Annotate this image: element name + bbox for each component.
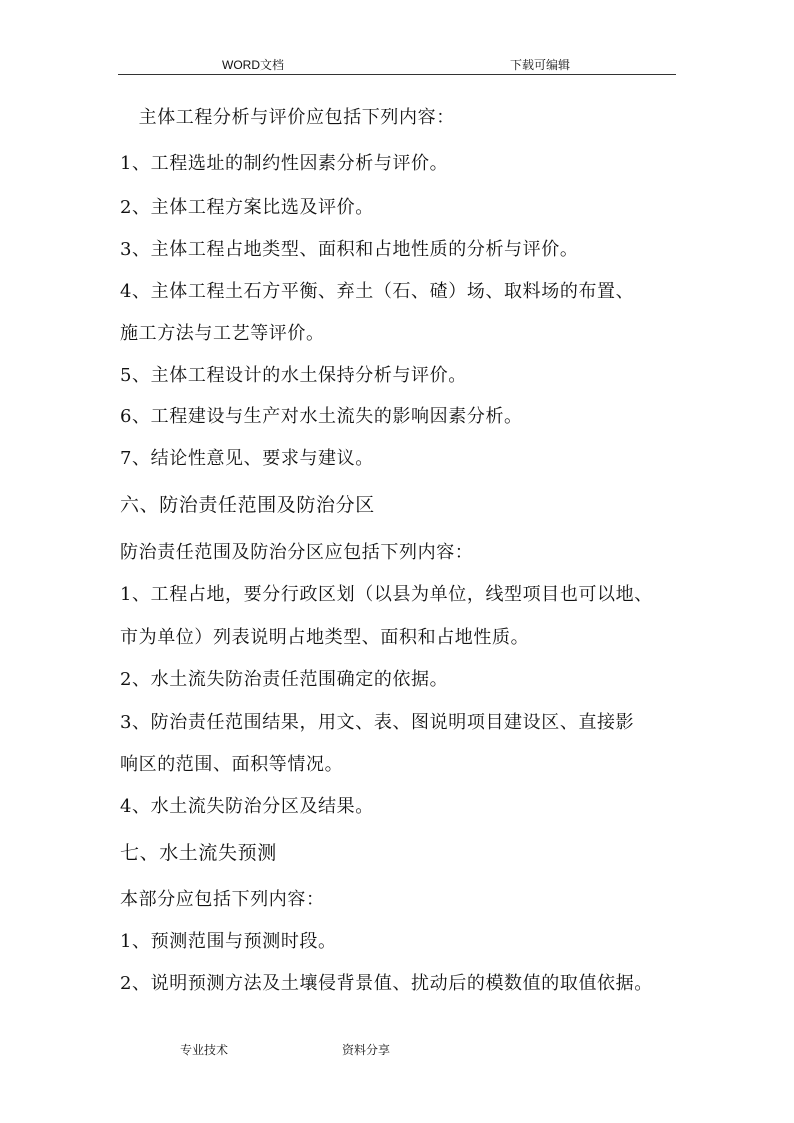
body-line: 7、结论性意见、要求与建议。 — [120, 448, 374, 469]
body-line: 1、工程选址的制约性因素分析与评价。 — [120, 153, 449, 174]
body-line: 6、工程建设与生产对水土流失的影响因素分析。 — [120, 406, 523, 427]
body-line: 4、水土流失防治分区及结果。 — [120, 796, 374, 817]
footer-left-text: 专业技术 — [180, 1043, 229, 1057]
body-line: 2、水土流失防治责任范围确定的依据。 — [120, 669, 449, 690]
body-line: 2、主体工程方案比选及评价。 — [120, 197, 374, 218]
body-line: 本部分应包括下列内容： — [120, 889, 325, 910]
page-header — [118, 54, 676, 75]
section-heading: 六、防治责任范围及防治分区 — [120, 494, 375, 516]
body-line: 市为单位）列表说明占地类型、面积和占地性质。 — [120, 627, 530, 648]
body-line: 2、说明预测方法及土壤侵背景值、扰动后的模数值的取值依据。 — [120, 973, 653, 994]
body-line: 5、主体工程设计的水土保持分析与评价。 — [120, 365, 467, 386]
section-heading: 七、水土流失预测 — [120, 842, 277, 864]
header-left-text: WORD文档 — [222, 58, 284, 72]
body-line: 主体工程分析与评价应包括下列内容： — [120, 107, 455, 128]
body-line: 防治责任范围及防治分区应包括下列内容： — [120, 542, 474, 563]
body-line: 施工方法与工艺等评价。 — [120, 323, 325, 344]
header-right-text: 下载可编辑 — [510, 58, 571, 72]
body-line: 1、工程占地，要分行政区划（以县为单位，线型项目也可以地、 — [120, 584, 653, 605]
body-line: 3、主体工程占地类型、面积和占地性质的分析与评价。 — [120, 239, 579, 260]
body-line: 3、防治责任范围结果，用文、表、图说明项目建设区、直接影 — [120, 712, 635, 733]
body-line: 4、主体工程土石方平衡、弃土（石、碴）场、取料场的布置、 — [120, 281, 635, 302]
body-line: 响区的范围、面积等情况。 — [120, 754, 344, 775]
footer-right-text: 资料分享 — [342, 1043, 391, 1057]
body-line: 1、预测范围与预测时段。 — [120, 931, 337, 952]
